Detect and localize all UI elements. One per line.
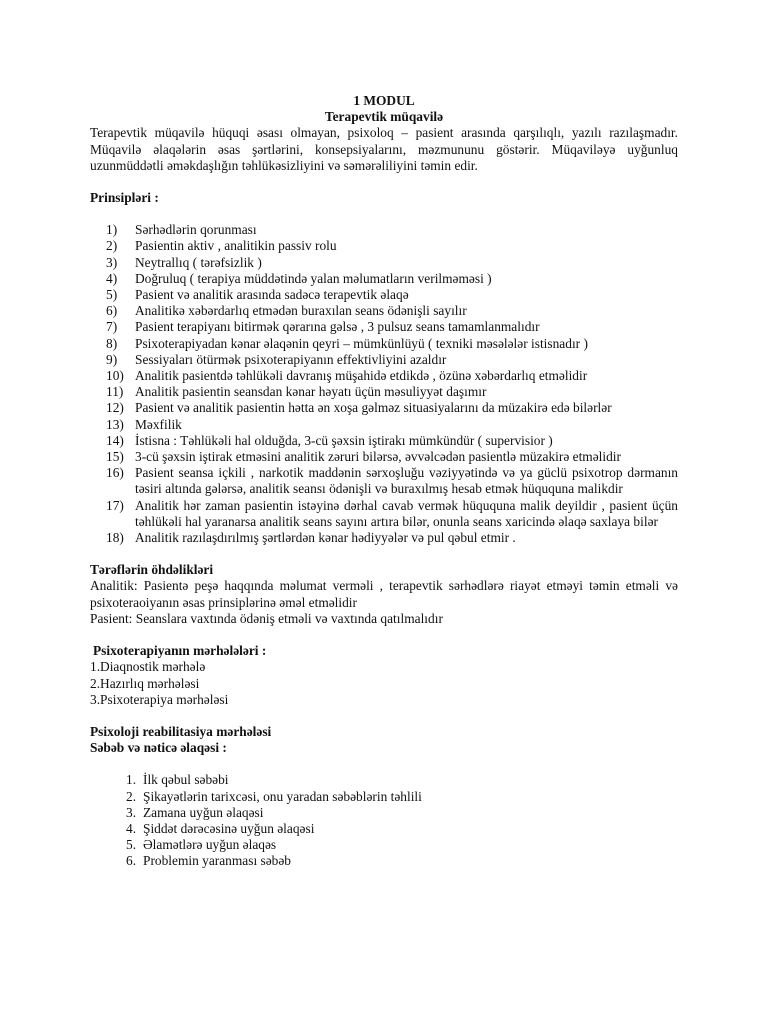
item-text: Doğruluq ( terapiya müddətində yalan məlumatların verilməməsi ) <box>135 270 492 286</box>
intro-paragraph: Terapevtik müqavilə hüquqi əsası olmayan, psixoloq – pasient arasında qarşılıqlı, yazılı razılaşmadır. Müqavilə əlaqələrin əsas şərtlərini, konsepsiyalarını, məzmununu göstərir. Müqaviləyə uyğunluq uzunmüddətli əməkdaşlığın təhlükəsizliyini və səmərəliliyini təmin edir. <box>90 125 678 173</box>
item-text: Məxfilik <box>135 416 182 432</box>
list-item <box>90 255 678 271</box>
item-number: 4) <box>106 270 118 286</box>
list-item <box>90 498 678 530</box>
item-text: Neytrallıq ( tərəfsizlik ) <box>135 254 262 270</box>
list-item <box>90 352 678 368</box>
document-title: Terapevtik müqavilə <box>324 109 444 125</box>
list-item <box>90 303 678 319</box>
list-item <box>90 222 678 238</box>
item-text: Analitik pasientdə təhlükəli davranış müşahidə etdikdə , özünə xəbərdarlıq etməlidir <box>135 368 588 384</box>
item-text: Şiddət dərəcəsinə uyğun əlaqəsi <box>143 820 315 836</box>
stage-item: 1.Diaqnostik mərhələ <box>90 659 206 675</box>
item-text: Problemin yaranması səbəb <box>143 853 292 869</box>
obligations-patient: Pasient: Seanslara vaxtında ödəniş etməli və vaxtında qatılmalıdır <box>90 610 443 626</box>
list-item <box>90 417 678 433</box>
list-item <box>90 821 678 837</box>
list-item <box>90 400 678 416</box>
stages-heading: Psixoterapiyanın mərhələləri : <box>93 643 267 659</box>
list-item <box>90 789 678 805</box>
list-item <box>90 319 678 335</box>
item-text: Analitik hər zaman pasientin istəyinə dərhal cavab vermək hüququna malik deyildir , pasient üçün təhlükəli hal yaranarsa analitik seans sayını artıra bilər, onunla seans xaricində əlaqə saxlaya bilər <box>135 497 678 529</box>
item-number: 7) <box>106 319 118 335</box>
modul-heading: 1 MODUL <box>353 93 415 108</box>
item-text: Analitik pasientin seansdan kənar həyatı üçün məsuliyyət daşımır <box>135 384 487 400</box>
item-number: 6) <box>106 303 118 319</box>
stage-item: 2.Hazırlıq mərhələsi <box>90 675 200 691</box>
item-number: 1) <box>106 222 118 238</box>
item-number: 3) <box>106 254 118 270</box>
item-number: 6. <box>126 853 137 869</box>
list-item <box>90 465 678 497</box>
item-text: Əlamətlərə uyğun əlaqəs <box>143 837 277 853</box>
item-number: 5. <box>126 837 137 853</box>
item-text: Pasient seansa içkili , narkotik maddənin sərxoşluğu vəziyyətində və ya güclü psixotrop dərmanın təsiri altında gələrsə, analitik seansı ödənişli və buraxılmış hesab etmək hüququna malikdir <box>135 465 678 497</box>
item-text: Pasientin aktiv , analitikin passiv rolu <box>135 238 337 254</box>
list-item <box>90 271 678 287</box>
item-number: 18) <box>106 530 124 546</box>
list-item <box>90 384 678 400</box>
item-text: Pasient və analitik arasında sadəcə terapevtik əlaqə <box>135 287 409 303</box>
stage-item: 3.Psixoterapiya mərhələsi <box>90 691 229 707</box>
list-item <box>90 853 678 869</box>
item-text: Pasient terapiyanı bitirmək qərarına gəlsə , 3 pulsuz seans tamamlanmalıdır <box>135 319 540 335</box>
list-item <box>90 530 678 546</box>
item-text: Pasient və analitik pasientin hətta ən xoşa gəlməz situasiyalarını da müzakirə edə bilərlər <box>135 400 612 416</box>
list-item <box>90 837 678 853</box>
list-item <box>90 368 678 384</box>
item-number: 5) <box>106 287 118 303</box>
item-number: 10) <box>106 368 124 384</box>
item-text: Sərhədlərin qorunması <box>135 222 257 238</box>
item-number: 12) <box>106 400 124 416</box>
list-item <box>90 336 678 352</box>
item-number: 8) <box>106 335 118 351</box>
obligations-heading: Tərəflərin öhdəlikləri <box>90 562 214 578</box>
list-item <box>90 805 678 821</box>
item-text: İlk qəbul səbəbi <box>143 772 229 788</box>
item-number: 3. <box>126 804 137 820</box>
item-text: Sessiyaları ötürmək psixoterapiyanın effektivliyini azaldır <box>135 351 447 367</box>
item-number: 4. <box>126 820 137 836</box>
item-text: İstisna : Təhlükəli hal olduğda, 3-cü şəxsin iştirakı mümkündür ( supervisior ) <box>135 432 553 448</box>
item-number: 2. <box>126 788 137 804</box>
item-number: 16) <box>106 465 124 481</box>
obligations-analytic: Analitik: Pasientə peşə haqqında məlumat verməli , terapevtik sərhədlərə riayət etməyi təmin etməli və psixoteraoiyanın əsas prinsiplərinə əməl etməlidir <box>90 578 678 610</box>
item-text: Analitik razılaşdırılmış şərtlərdən kənar hədiyyələr və pul qəbul etmir . <box>135 530 516 546</box>
document-page <box>90 93 678 870</box>
item-text: Analitikə xəbərdarlıq etmədən buraxılan seans ödənişli sayılır <box>135 303 467 319</box>
list-item <box>90 772 678 788</box>
rehab-subheading: Səbəb və nəticə əlaqəsi : <box>90 740 227 756</box>
item-number: 1. <box>126 772 137 788</box>
rehab-list <box>90 772 678 869</box>
item-number: 15) <box>106 449 124 465</box>
item-number: 13) <box>106 416 124 432</box>
item-number: 17) <box>106 497 124 513</box>
principles-list <box>90 222 678 546</box>
list-item <box>90 238 678 254</box>
list-item <box>90 287 678 303</box>
item-text: Şikayətlərin tarixcəsi, onu yaradan səbəblərin təhlili <box>143 788 422 804</box>
item-number: 14) <box>106 432 124 448</box>
item-number: 9) <box>106 351 118 367</box>
item-number: 2) <box>106 238 118 254</box>
principles-heading: Prinsipləri : <box>90 190 159 206</box>
list-item <box>90 449 678 465</box>
rehab-heading: Psixoloji reabilitasiya mərhələsi <box>90 723 272 739</box>
item-number: 11) <box>106 384 124 400</box>
item-text: Psixoterapiyadan kənar əlaqənin qeyri – mümkünlüyü ( texniki məsələlər istisnadır ) <box>135 335 588 351</box>
item-text: Zamana uyğun əlaqəsi <box>143 804 264 820</box>
item-text: 3-cü şəxsin iştirak etməsini analitik zəruri bilərsə, əvvəlcədən pasientlə müzakirə etməlidir <box>135 449 621 465</box>
list-item <box>90 433 678 449</box>
